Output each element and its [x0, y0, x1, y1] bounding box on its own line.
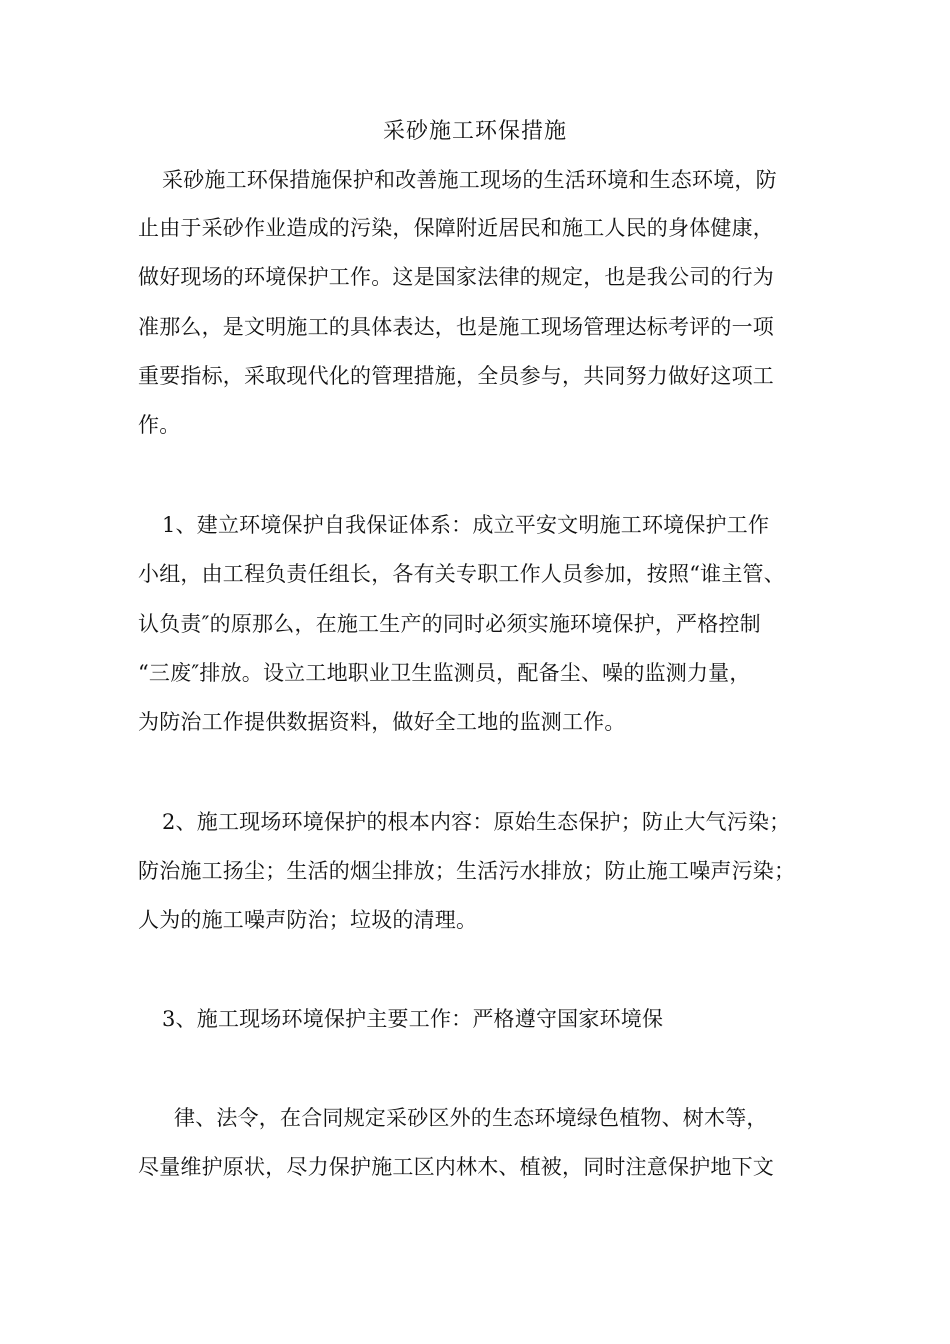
paragraph-5-line-2: 尽量维护原状，尽力保护施工区内林木、植被，同时注意保护地下文 [138, 1155, 774, 1179]
document-title: 采砂施工环保措施 [382, 119, 567, 144]
paragraph-2-line-5: 为防治工作提供数据资料，做好全工地的监测工作。 [138, 710, 626, 734]
paragraph-1-line-6: 作。 [138, 413, 181, 437]
paragraph-1-line-5: 重要指标，采取现代化的管理措施，全员参与，共同努力做好这项工 [138, 364, 774, 388]
paragraph-1-line-2: 止由于采砂作业造成的污染，保障附近居民和施工人民的身体健康， [138, 216, 774, 240]
paragraph-3-line-3: 人为的施工噪声防治；垃圾的清理。 [138, 908, 478, 932]
paragraph-2-line-2: 小组，由工程负责任组长，各有关专职工作人员参加，按照“谁主管、 [138, 562, 785, 586]
paragraph-4-line-1: 3、施工现场环境保护主要工作：严格遵守国家环境保 [162, 1007, 664, 1031]
paragraph-5-line-1: 律、法令，在合同规定采砂区外的生态环境绿色植物、树木等， [174, 1106, 768, 1130]
paragraph-2-line-1: 1、建立环境保护自我保证体系：成立平安文明施工环境保护工作 [162, 513, 770, 537]
paragraph-1-line-4: 准那么，是文明施工的具体表达，也是施工现场管理达标考评的一项 [138, 315, 774, 339]
paragraph-1-line-1: 采砂施工环保措施保护和改善施工现场的生活环境和生态环境，防 [162, 168, 777, 192]
paragraph-2-line-4: “三废″排放。设立工地职业卫生监测员，配备尘、噪的监测力量， [138, 661, 751, 685]
paragraph-2-line-3: 认负责″的原那么，在施工生产的同时必须实施环境保护，严格控制 [138, 612, 761, 636]
paragraph-3-line-1: 2、施工现场环境保护的根本内容：原始生态保护；防止大气污染； [162, 810, 791, 834]
paragraph-3-line-2: 防治施工扬尘；生活的烟尘排放；生活污水排放；防止施工噪声污染； [138, 859, 796, 883]
paragraph-1-line-3: 做好现场的环境保护工作。这是国家法律的规定，也是我公司的行为 [138, 265, 774, 289]
